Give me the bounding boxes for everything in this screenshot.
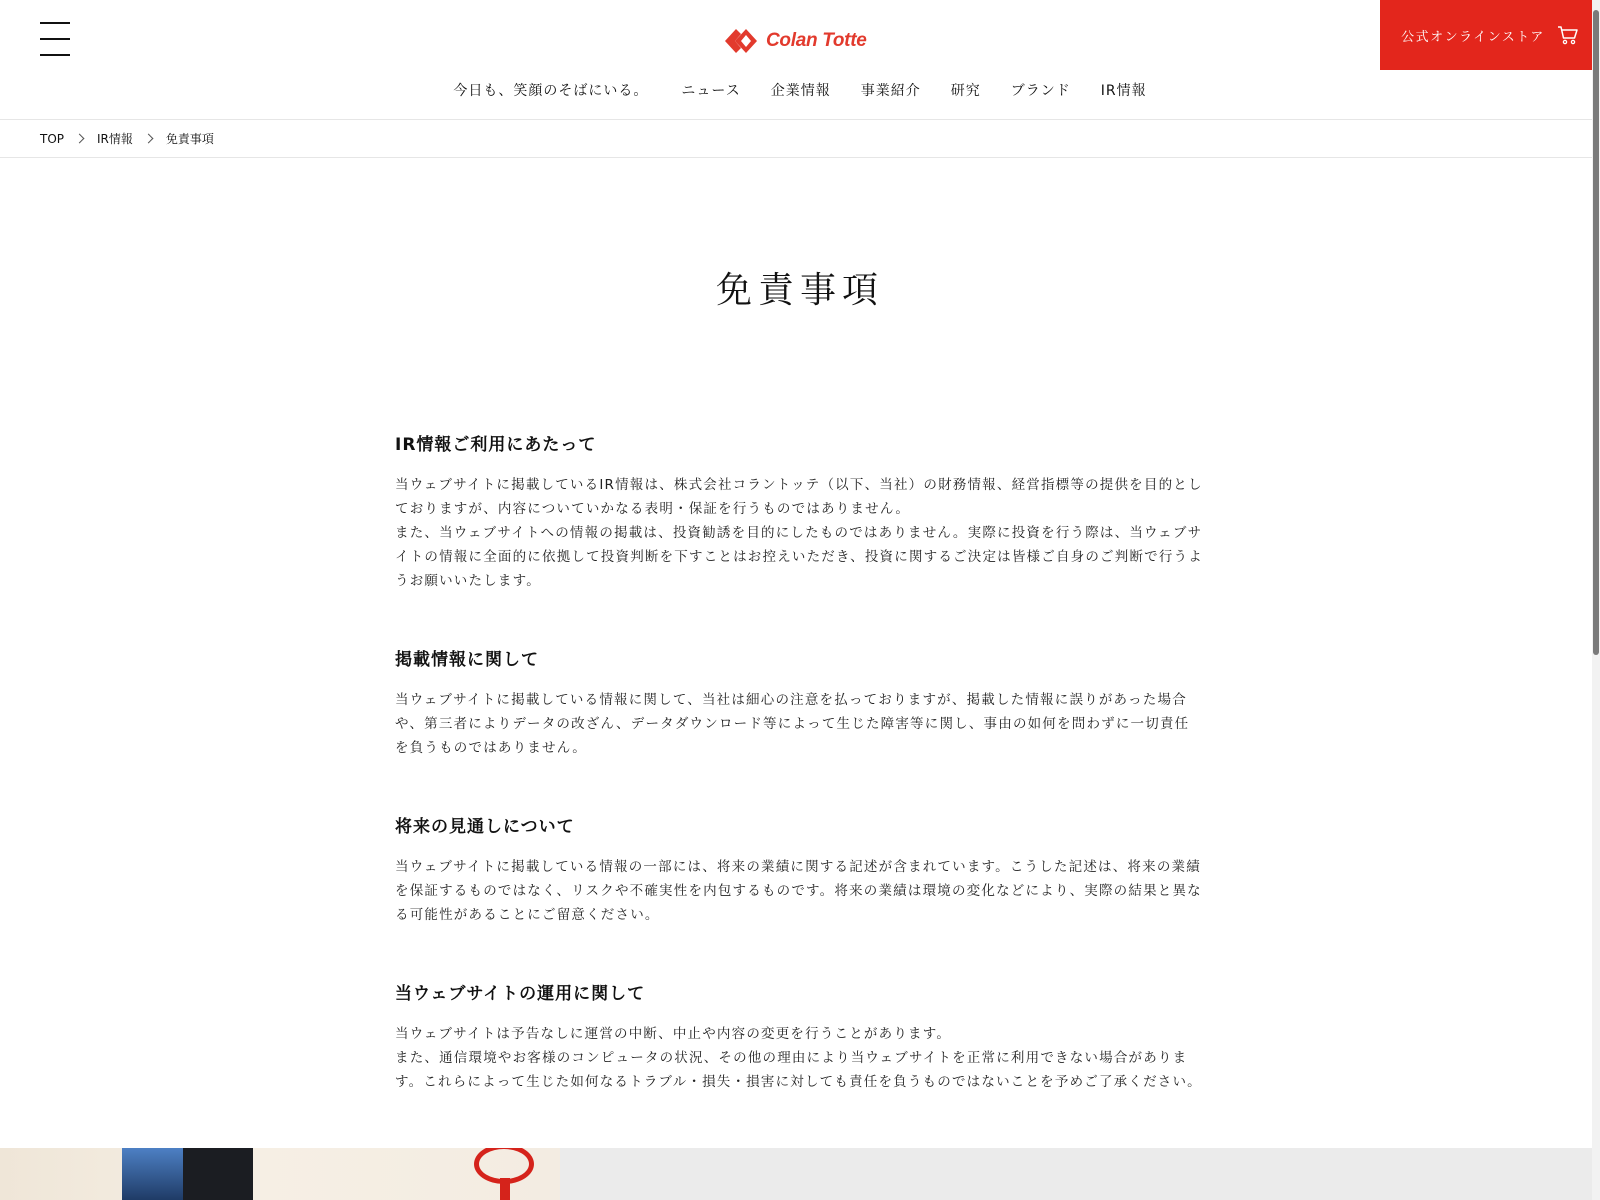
- breadcrumb-top-link[interactable]: TOP: [40, 131, 65, 146]
- cart-icon: [1557, 25, 1579, 45]
- global-nav: [0, 80, 1600, 100]
- online-store-label: 公式オンラインストア: [1401, 29, 1545, 45]
- section-heading: IR情報ご利用にあたって: [395, 435, 597, 455]
- site-logo[interactable]: [724, 26, 867, 56]
- breadcrumb-ir-link[interactable]: IR情報: [97, 132, 133, 146]
- section-paragraph: 当ウェブサイトに掲載している情報に関して、当社は細心の注意を払っておりますが、掲載した情報に誤りがあった場合や、第三者によりデータの改ざん、データダウンロード等によって生じた障害等に関し、事由の如何を問わずに一切責任を負うものではありません。: [395, 692, 1190, 756]
- section-heading: 当ウェブサイトの運用に関して: [395, 984, 646, 1004]
- section-paragraph: また、当ウェブサイトへの情報の掲載は、投資勧誘を目的にしたものではありません。実際に投資を行う際は、当ウェブサイトの情報に全面的に依拠して投資判断を下すことはお控えいただき、投資に関するご決定は皆様ご自身のご判断で行うようお願いいたします。: [395, 525, 1203, 589]
- breadcrumb-current: 免責事項: [165, 132, 214, 146]
- footer-banner: [0, 1148, 1600, 1200]
- nav-item-business[interactable]: 事業紹介: [860, 83, 921, 99]
- section-paragraph: また、通信環境やお客様のコンピュータの状況、その他の理由により当ウェブサイトを正常に利用できない場合があります。これらによって生じた如何なるトラブル・損失・損害に対しても責任を負うものではないことを予めご了承ください。: [395, 1050, 1202, 1090]
- site-header: [0, 0, 1600, 120]
- nav-item-ir[interactable]: IR情報: [1100, 83, 1147, 99]
- section-forward-looking: [395, 812, 1203, 927]
- disclaimer-content: [395, 430, 1203, 1146]
- section-heading: 将来の見通しについて: [395, 817, 575, 837]
- page-scrollbar[interactable]: [1592, 0, 1600, 1200]
- scrollbar-thumb[interactable]: [1593, 10, 1599, 655]
- chevron-right-icon: [143, 134, 153, 144]
- section-paragraph: 当ウェブサイトは予告なしに運営の中断、中止や内容の変更を行うことがあります。: [395, 1026, 952, 1042]
- nav-item-research[interactable]: 研究: [950, 83, 981, 99]
- section-paragraph: 当ウェブサイトに掲載しているIR情報は、株式会社コラントッテ（以下、当社）の財務情報、経営指標等の提供を目的としておりますが、内容についていかなる表明・保証を行うものではありません。: [395, 477, 1203, 517]
- nav-item-news[interactable]: ニュース: [681, 83, 741, 99]
- logo-text: Colan Totte: [766, 30, 867, 51]
- chevron-right-icon: [75, 134, 85, 144]
- breadcrumb: [0, 120, 1600, 158]
- section-site-operation: [395, 979, 1203, 1094]
- section-posted-info: [395, 645, 1203, 760]
- nav-item-brand[interactable]: ブランド: [1010, 83, 1071, 99]
- colantotte-logo-icon: [724, 26, 764, 56]
- hamburger-menu-icon[interactable]: [40, 22, 70, 56]
- page-title: 免責事項: [715, 270, 884, 311]
- nav-item-company[interactable]: 企業情報: [770, 83, 831, 99]
- nav-tagline-link[interactable]: 今日も、笑顔のそばにいる。: [453, 83, 649, 99]
- office-photo: [0, 1148, 560, 1200]
- online-store-button[interactable]: [1380, 0, 1600, 70]
- section-heading: 掲載情報に関して: [395, 650, 539, 670]
- section-paragraph: 当ウェブサイトに掲載している情報の一部には、将来の業績に関する記述が含まれています。こうした記述は、将来の業績を保証するものではなく、リスクや不確実性を内包するものです。将来の業績は環境の変化などにより、実際の結果と異なる可能性があることにご留意ください。: [395, 859, 1202, 923]
- section-ir-usage: [395, 430, 1203, 593]
